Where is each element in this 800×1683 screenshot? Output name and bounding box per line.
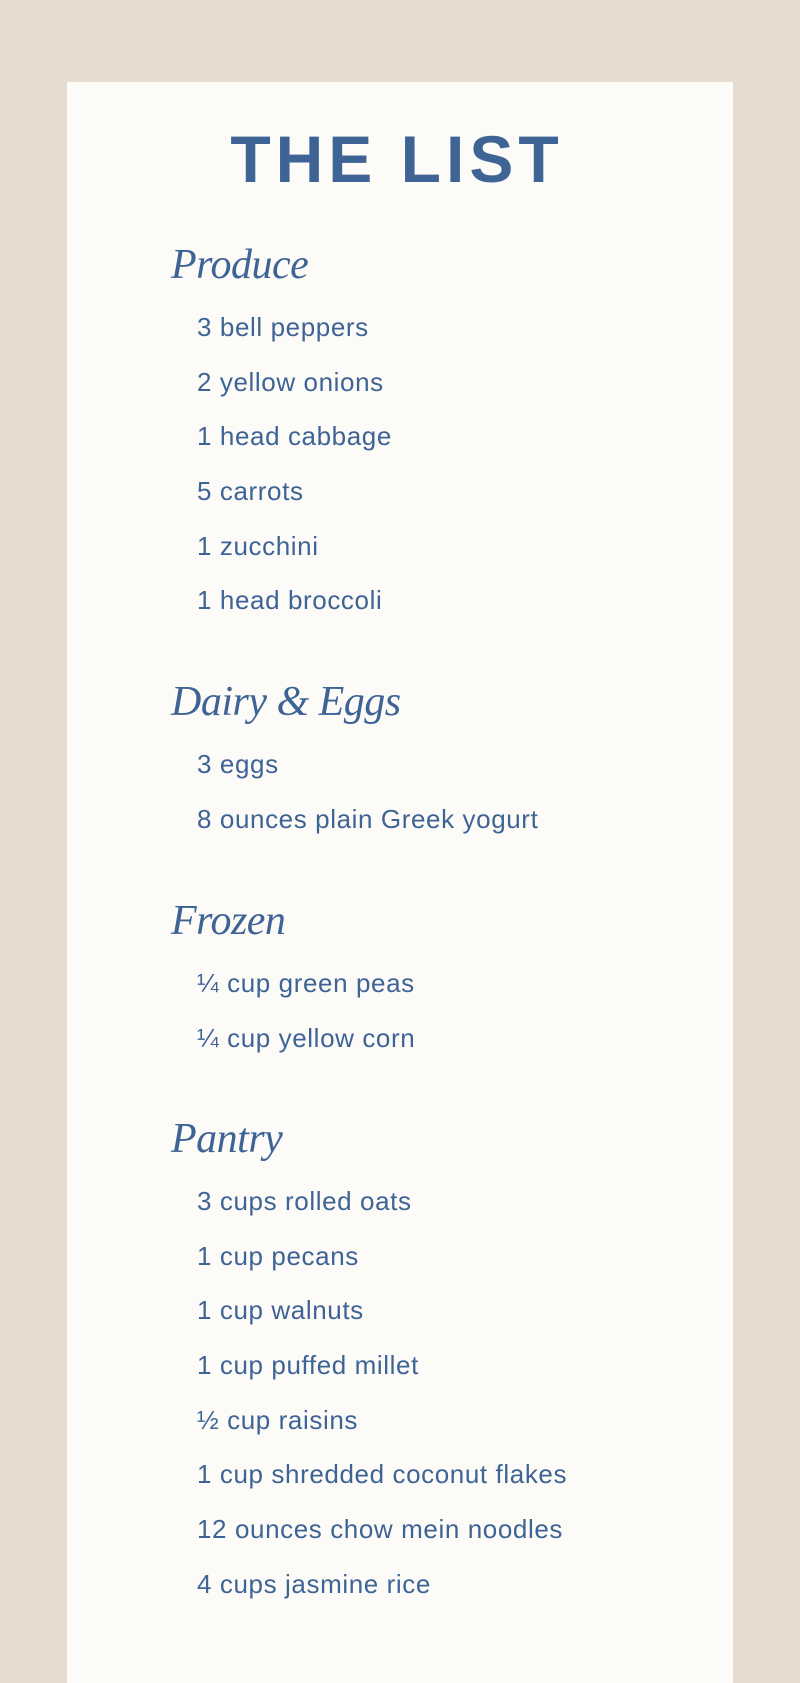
page-title: THE LIST [230, 122, 564, 196]
section-heading: Dairy & Eggs [171, 679, 401, 725]
list-item: 3 cups rolled oats [197, 1186, 412, 1216]
list-item: ¼ cup yellow corn [197, 1022, 416, 1053]
section-pantry [171, 1118, 567, 1612]
list-item: 1 zucchini [197, 530, 319, 561]
item-list [171, 300, 392, 628]
list-item: 1 cup puffed millet [197, 1350, 419, 1381]
list-item: 1 cup walnuts [197, 1295, 364, 1326]
list-card [67, 82, 733, 1683]
list-item: 3 bell peppers [197, 312, 369, 342]
list-item: 1 head broccoli [197, 585, 383, 616]
section-produce [171, 244, 392, 628]
section-heading: Produce [171, 242, 309, 288]
section-heading: Frozen [171, 898, 286, 944]
list-item: 12 ounces chow mein noodles [197, 1514, 563, 1545]
list-item: 2 yellow onions [197, 366, 384, 397]
list-item: ½ cup raisins [197, 1404, 358, 1435]
list-item: 1 cup pecans [197, 1240, 359, 1271]
list-item: 1 head cabbage [197, 421, 392, 452]
item-list [171, 956, 415, 1065]
item-list [171, 1174, 567, 1612]
item-list [171, 737, 538, 846]
list-item: 5 carrots [197, 476, 304, 507]
list-item: 3 eggs [197, 749, 279, 779]
list-item: 4 cups jasmine rice [197, 1568, 431, 1599]
list-item: 1 cup shredded coconut flakes [197, 1459, 568, 1490]
section-dairy-eggs [171, 681, 538, 846]
section-heading: Pantry [171, 1116, 283, 1162]
list-item: ¼ cup green peas [197, 968, 415, 998]
list-item: 8 ounces plain Greek yogurt [197, 803, 539, 834]
section-frozen [171, 900, 415, 1065]
